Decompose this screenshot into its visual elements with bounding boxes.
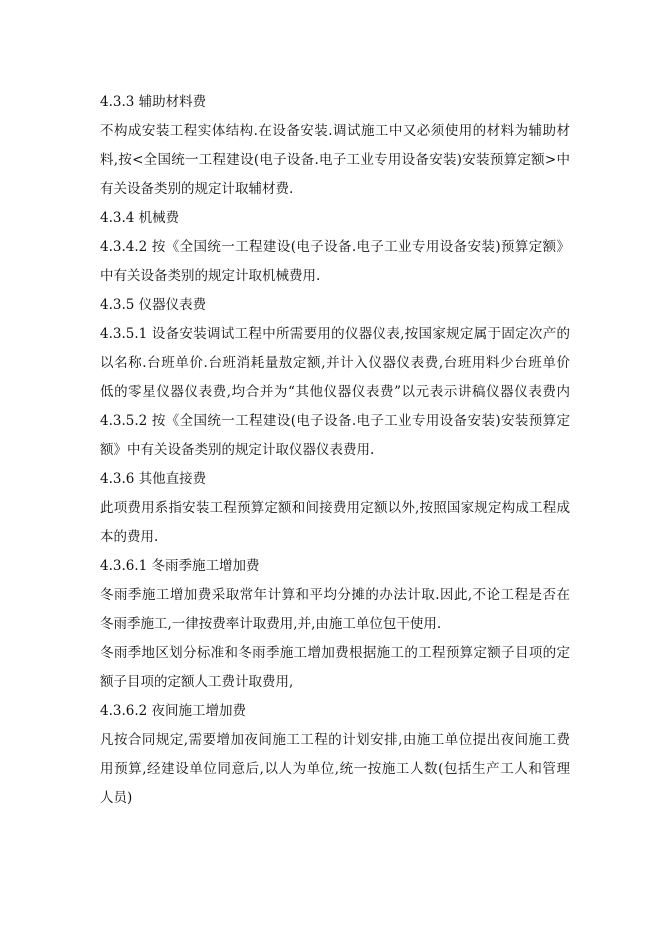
text-line: 4.3.5.2 按《全国统一工程建设(电子设备.电子工业专用设备安装)安装预算定	[100, 413, 570, 429]
text-line: 冬雨季地区划分标准和冬雨季施工增加费根据施工的工程预算定额子目项的定	[100, 645, 570, 661]
text-line: 人员)	[100, 790, 133, 806]
text-line: 低的零星仪器仪表费,均合并为“其他仪器仪表费”以元表示讲稿仪器仪表费内	[100, 384, 570, 400]
section-heading-4-3-3: 4.3.3 辅助材料费	[100, 94, 207, 110]
text-line: 4.3.4.2 按《全国统一工程建设(电子设备.电子工业专用设备安装)预算定额》	[100, 239, 570, 255]
text-line: 额子目项的定额人工费计取费用,	[100, 674, 294, 690]
section-heading-4-3-6: 4.3.6 其他直接费	[100, 471, 207, 487]
text-line: 4.3.5.1 设备安装调试工程中所需要用的仪器仪表,按国家规定属于固定次产的	[100, 326, 570, 342]
text-line: 料,按<全国统一工程建设(电子设备.电子工业专用设备安装)安装预算定额>中	[100, 152, 570, 168]
text-line: 本的费用.	[100, 529, 159, 545]
text-line: 中有关设备类别的规定计取机械费用.	[100, 268, 321, 284]
section-heading-4-3-6-2: 4.3.6.2 夜间施工增加费	[100, 703, 247, 719]
text-line: 凡按合同规定,需要增加夜间施工工程的计划安排,由施工单位提出夜间施工费	[100, 732, 570, 748]
text-line: 冬雨季施工增加费采取常年计算和平均分摊的办法计取.因此,不论工程是否在	[100, 587, 570, 603]
section-heading-4-3-5: 4.3.5 仪器仪表费	[100, 297, 207, 313]
text-line: 有关设备类别的规定计取辅材费.	[100, 181, 294, 197]
text-line: 用预算,经建设单位同意后,以人为单位,统一按施工人数(包括生产工人和管理	[100, 761, 570, 777]
text-line: 此项费用系指安装工程预算定额和间接费用定额以外,按照国家规定构成工程成	[100, 500, 570, 516]
text-line: 以名称.台班单价.台班消耗量敖定额,并计入仪器仪表费,台班用料少台班单价	[100, 355, 570, 371]
text-line: 不构成安装工程实体结构.在设备安装.调试施工中又必须使用的材料为辅助材	[100, 123, 570, 139]
section-heading-4-3-4: 4.3.4 机械费	[100, 210, 180, 226]
text-line: 额》中有关设备类别的规定计取仪器仪表费用.	[100, 442, 375, 458]
text-line: 冬雨季施工,一律按费率计取费用,并,由施工单位包干使用.	[100, 616, 442, 632]
document-body	[100, 88, 570, 813]
section-heading-4-3-6-1: 4.3.6.1 冬雨季施工增加费	[100, 558, 260, 574]
